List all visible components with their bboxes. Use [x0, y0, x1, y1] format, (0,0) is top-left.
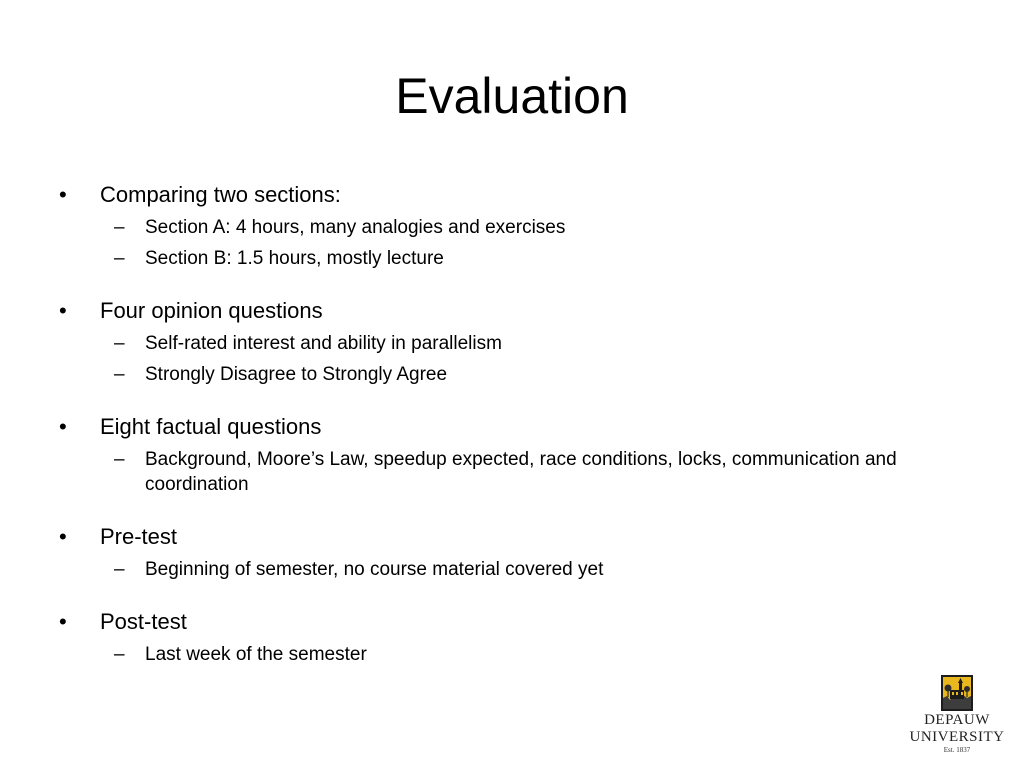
bullet-marker: • — [59, 182, 67, 207]
sub-item — [100, 212, 916, 243]
slide-title: Evaluation — [395, 68, 629, 124]
sub-marker: – — [114, 559, 125, 580]
sub-list — [100, 328, 916, 390]
sub-text: Strongly Disagree to Strongly Agree — [145, 364, 448, 385]
bullet-text: Comparing two sections: — [100, 182, 341, 207]
bullet-item — [56, 605, 916, 670]
sub-marker: – — [114, 449, 125, 470]
bullet-marker: • — [59, 524, 67, 549]
logo-line-depauw: DEPAUW — [924, 712, 990, 728]
bullet-item — [56, 294, 916, 390]
sub-item — [100, 444, 916, 500]
sub-list — [100, 444, 916, 500]
logo-established: Est. 1837 — [943, 746, 971, 754]
sub-item — [100, 328, 916, 359]
sub-list — [100, 639, 916, 670]
sub-text: Last week of the semester — [145, 644, 367, 665]
logo-line-university: UNIVERSITY — [909, 729, 1005, 745]
bullet-item — [56, 178, 916, 274]
sub-marker: – — [114, 217, 125, 238]
bullet-text: Eight factual questions — [100, 414, 322, 439]
bullet-text: Post-test — [100, 609, 187, 634]
bullet-text: Pre-test — [100, 524, 178, 549]
sub-text: Section B: 1.5 hours, mostly lecture — [145, 248, 444, 269]
sub-text: Beginning of semester, no course material covered yet — [145, 559, 604, 580]
sub-text: Self-rated interest and ability in parallelism — [145, 333, 502, 354]
bullet-marker: • — [59, 298, 67, 323]
sub-item — [100, 243, 916, 274]
sub-marker: – — [114, 333, 125, 354]
sub-list — [100, 212, 916, 274]
depauw-university-shield-icon — [940, 674, 974, 712]
bullet-item — [56, 410, 916, 500]
depauw-logo — [898, 672, 1016, 760]
bullet-item — [56, 520, 916, 585]
sub-item — [100, 639, 916, 670]
bullet-text: Four opinion questions — [100, 298, 323, 323]
sub-marker: – — [114, 364, 125, 385]
bullet-marker: • — [59, 609, 67, 634]
sub-marker: – — [114, 644, 125, 665]
bullet-list — [56, 178, 916, 670]
bullet-marker: • — [59, 414, 67, 439]
sub-text: Section A: 4 hours, many analogies and exercises — [145, 217, 566, 238]
sub-item — [100, 359, 916, 390]
sub-list — [100, 554, 916, 585]
sub-item — [100, 554, 916, 585]
sub-text: Background, Moore’s Law, speedup expected, race conditions, locks, communication and coordination — [145, 449, 897, 495]
sub-marker: – — [114, 248, 125, 269]
